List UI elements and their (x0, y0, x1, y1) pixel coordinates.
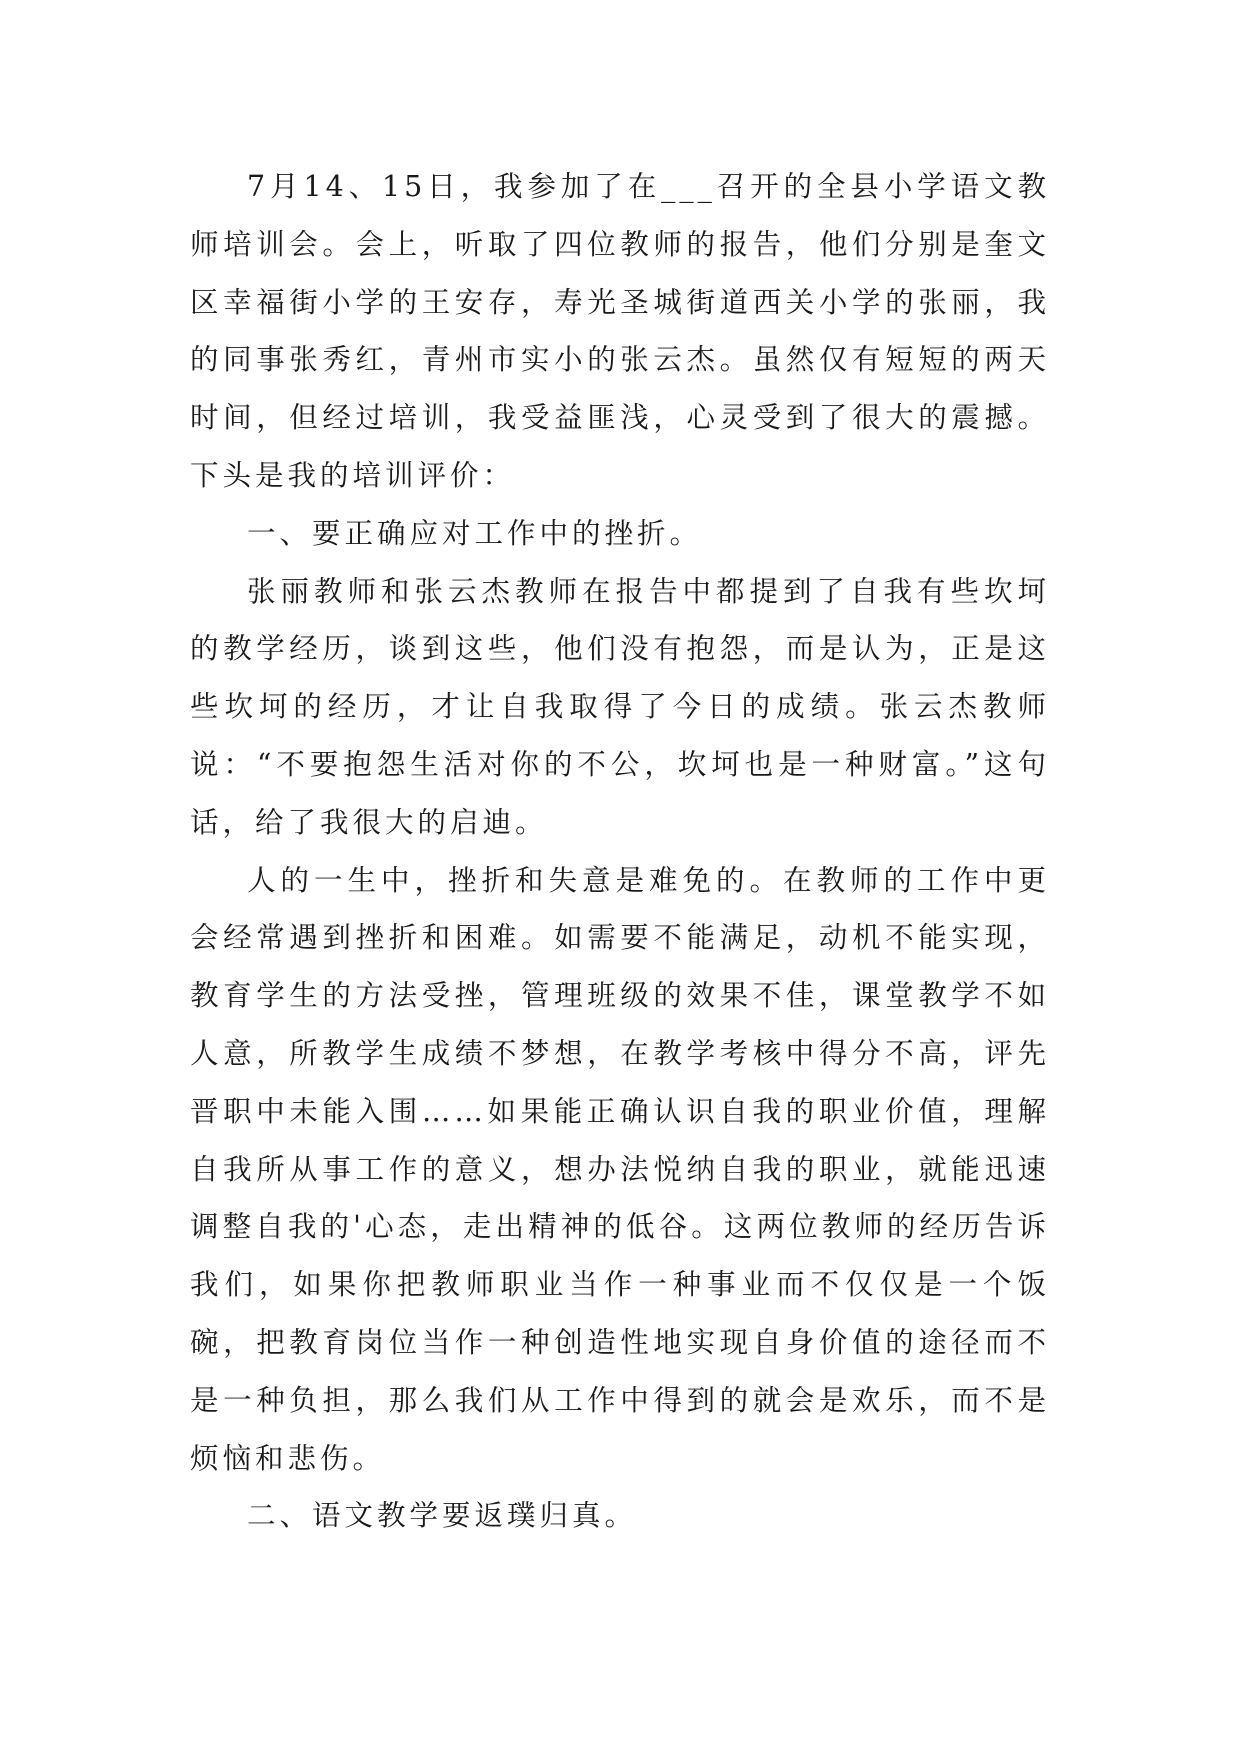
paragraph-section-1-a: 张丽教师和张云杰教师在报告中都提到了自我有些坎坷的教学经历，谈到这些，他们没有抱怨，而是认为，正是这些坎坷的经历，才让自我取得了今日的成绩。张云杰教师说：“不要抱怨生活对你的不公，坎坷也是一种财富。”这句话，给了我很大的启迪。 (190, 574, 1050, 839)
section-heading-2: 二、语文教学要返璞归真。 (247, 1499, 638, 1533)
document-body (190, 158, 1050, 1545)
paragraph-intro: 7月14、15日，我参加了在___召开的全县小学语文教师培训会。会上，听取了四位教师的报告，他们分别是奎文区幸福街小学的王安存，寿光圣城街道西关小学的张丽，我的同事张秀红，青州市实小的张云杰。虽然仅有短短的两天时间，但经过培训，我受益匪浅，心灵受到了很大的震撼。下头是我的培训评价： (190, 170, 1050, 492)
paragraph-section-1-b: 人的一生中，挫折和失意是难免的。在教师的工作中更会经常遇到挫折和困难。如需要不能满足，动机不能实现，教育学生的方法受挫，管理班级的效果不佳，课堂教学不如人意，所教学生成绩不梦想，在教学考核中得分不高，评先晋职中未能入围……如果能正确认识自我的职业价值，理解自我所从事工作的意义，想办法悦纳自我的职业，就能迅速调整自我的'心态，走出精神的低谷。这两位教师的经历告诉我们，如果你把教师职业当作一种事业而不仅仅是一个饭碗，把教育岗位当作一种创造性地实现自身价值的途径而不是一种负担，那么我们从工作中得到的就会是欢乐，而不是烦恼和悲伤。 (190, 863, 1050, 1475)
section-heading-1: 一、要正确应对工作中的挫折。 (247, 516, 703, 550)
